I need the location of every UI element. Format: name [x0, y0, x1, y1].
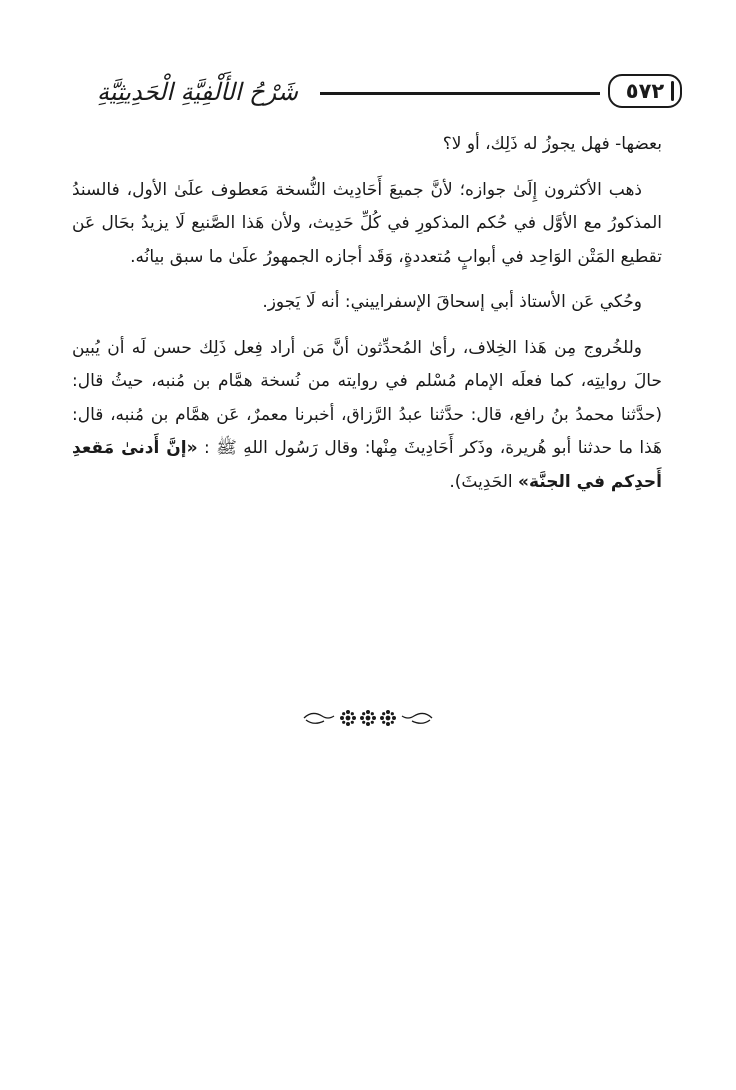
header-rule — [320, 92, 600, 95]
body-text — [72, 128, 662, 511]
paragraph-3: وحُكي عَن الأستاذ أبي إسحاقَ الإسفراييني: أنه لَا يَجوز. — [262, 292, 642, 312]
paragraph-4-text: وللخُروج مِن هَذا الخِلاف، رأىٰ المُحدِّثون أنَّ مَن أراد فِعل ذَلِك حسن لَه أن يُبين حالَ روايتِه، كما فعلَه الإمام مُسْلم في روايته من نُسخة همَّام بن مُنبه، حيثُ قال: (حدَّثنا محمدُ بنُ رافع، قال: حدَّثنا عبدُ الرَّزاق، أخبرنا معمرٌ، عَن همَّام بن مُنبه، قال: هَذا ما حدثنا أبو هُريرة، وذَكر أَحَادِيثَ مِنْها: وقال رَسُول اللهِ ﷺ : — [72, 337, 663, 458]
paragraph-4 — [72, 332, 662, 500]
paragraph-1: بعضها- فهل يجوزُ له ذَلِك، أو لا؟ — [442, 134, 662, 154]
paragraph-4-tail: الحَدِيثَ). — [449, 471, 519, 492]
running-header — [58, 70, 682, 116]
floral-divider-icon — [300, 706, 436, 730]
paragraph-2: ذهب الأكثرون إِلَىٰ جوازه؛ لأنَّ جميعَ أَحَادِيث النُّسخة مَعطوف علَىٰ الأول، فالسندُ المذكورُ مع الأوَّل في حُكم المذكورِ في كُلِّ حَدِيث، ولأن هَذا الصَّنيع لَا يزيدُ بحَال عَن تقطيع المَتْن الوَاحِد في أبوابٍ مُتعددةٍ، وَقَد أجازه الجمهورُ علَىٰ ما سبق بيانُه. — [72, 179, 662, 267]
hadith-quote: «إنَّ أَدنىٰ مَقعدِ أَحدِكم في الجنَّة» — [72, 438, 662, 492]
running-title: شَرْحُ الأَلْفِيَّةِ الْحَدِيثِيَّةِ — [96, 78, 298, 106]
page-number: ٥٧٢ — [608, 74, 682, 108]
